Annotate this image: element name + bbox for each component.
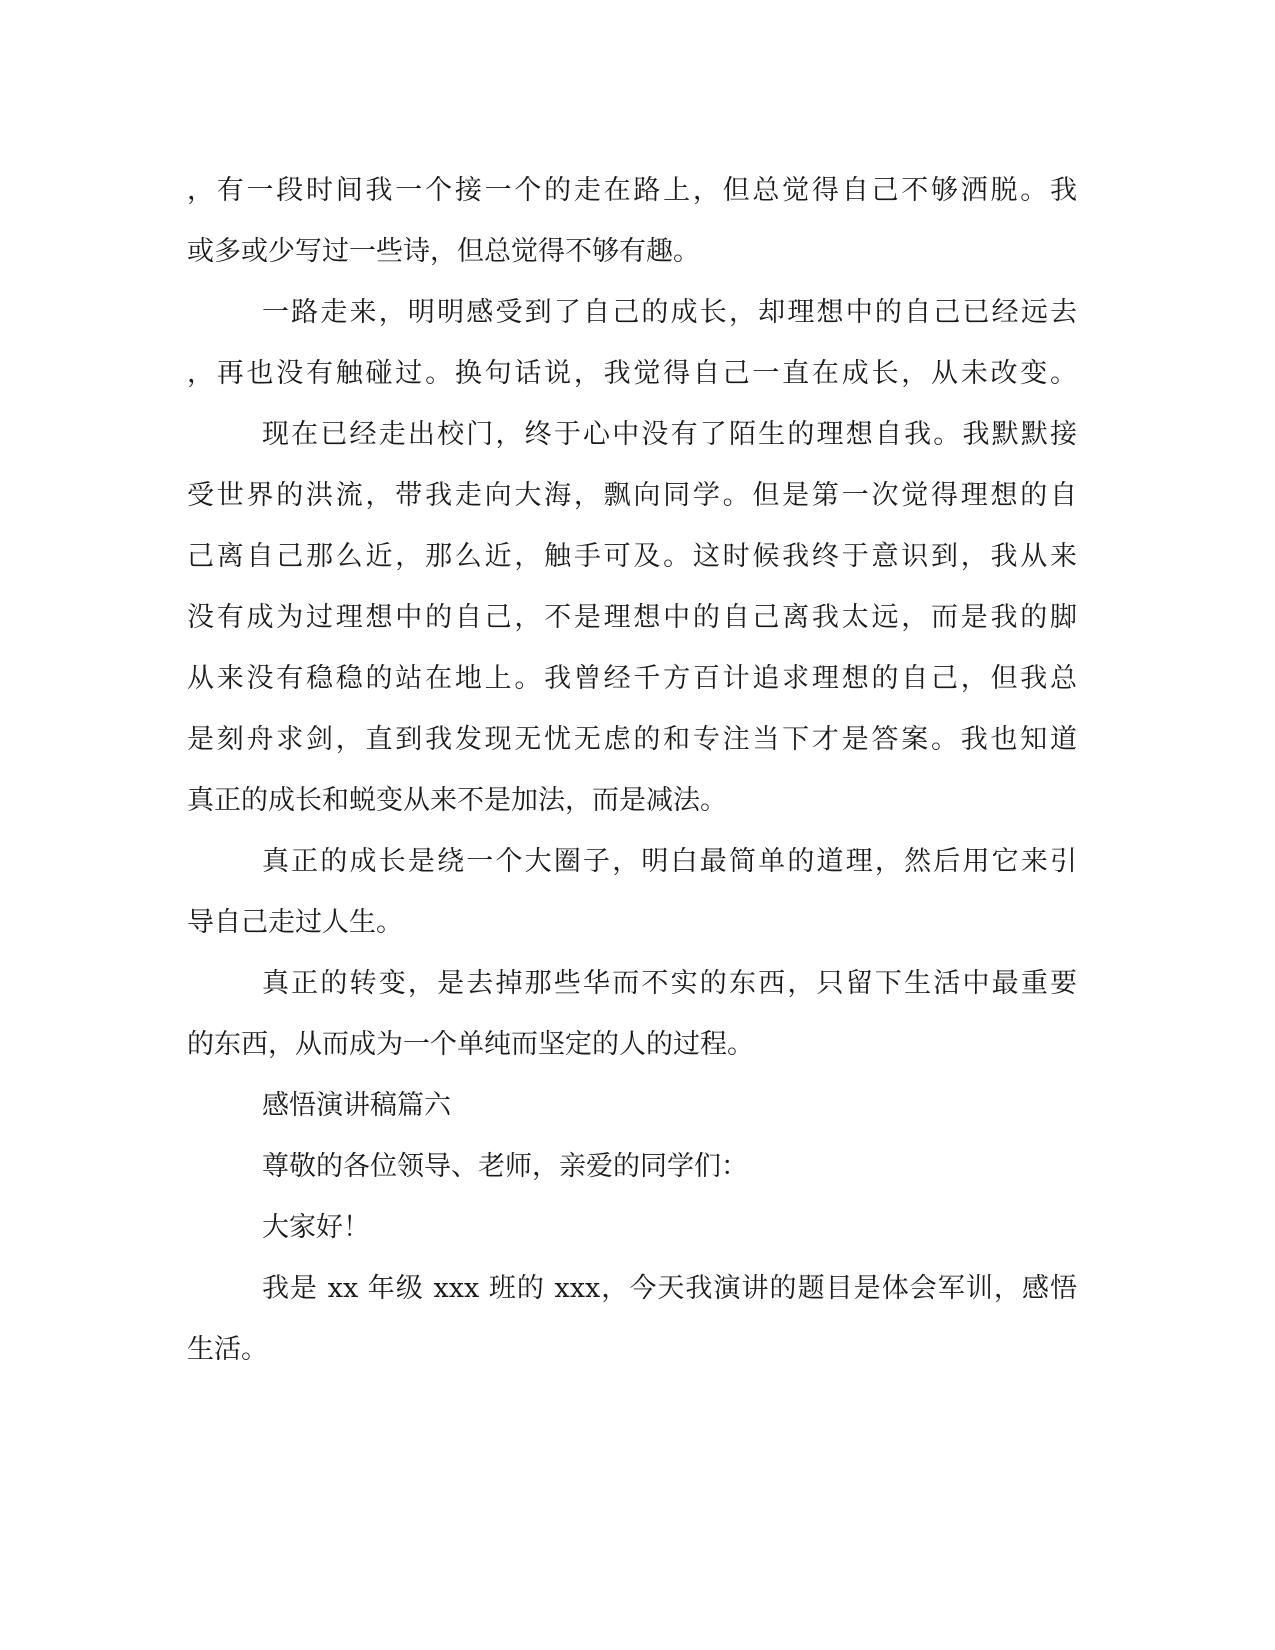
text-line: 或多或少写过一些诗，但总觉得不够有趣。 — [187, 236, 700, 267]
text-line: ，有一段时间我一个接一个的走在路上，但总觉得自己不够洒脱。我 — [187, 175, 1077, 206]
text-line: 从来没有稳稳的站在地上。我曾经千方百计追求理想的自己，但我总 — [187, 663, 1077, 694]
text-line: 没有成为过理想中的自己，不是理想中的自己离我太远，而是我的脚 — [187, 602, 1077, 633]
section-heading: 感悟演讲稿篇六 — [262, 1090, 451, 1121]
text-line: 的东西，从而成为一个单纯而坚定的人的过程。 — [187, 1029, 754, 1060]
salutation: 尊敬的各位领导、老师，亲爱的同学们： — [262, 1151, 748, 1182]
text-line: 己离自己那么近，那么近，触手可及。这时候我终于意识到，我从来 — [187, 541, 1077, 572]
text-line: 现在已经走出校门，终于心中没有了陌生的理想自我。我默默接 — [262, 419, 1077, 450]
text-line: 真正的转变，是去掉那些华而不实的东西，只留下生活中最重要 — [262, 968, 1077, 999]
text-line: 受世界的洪流，带我走向大海，飘向同学。但是第一次觉得理想的自 — [187, 480, 1077, 511]
text-line: 生活。 — [187, 1334, 268, 1365]
document-body — [187, 160, 1077, 1380]
text-line: 真正的成长是绕一个大圈子，明白最简单的道理，然后用它来引 — [262, 846, 1077, 877]
text-line: 是刻舟求剑，直到我发现无忧无虑的和专注当下才是答案。我也知道 — [187, 724, 1077, 755]
greeting: 大家好！ — [262, 1212, 370, 1243]
text-line: 一路走来，明明感受到了自己的成长，却理想中的自己已经远去 — [262, 297, 1077, 328]
text-line: 导自己走过人生。 — [187, 907, 403, 938]
text-line: 我是 xx 年级 xxx 班的 xxx，今天我演讲的题目是体会军训，感悟 — [262, 1273, 1077, 1304]
text-line: ，再也没有触碰过。换句话说，我觉得自己一直在成长，从未改变。 — [187, 358, 1077, 389]
text-line: 真正的成长和蜕变从来不是加法，而是减法。 — [187, 785, 727, 816]
